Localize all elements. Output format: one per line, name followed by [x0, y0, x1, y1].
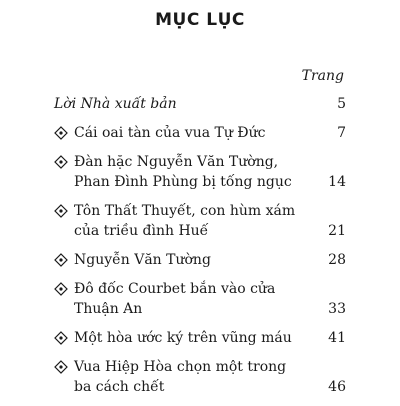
toc-entry-page: 41 — [328, 330, 346, 346]
toc-entry-page: 5 — [337, 96, 346, 112]
diamond-dot-icon — [54, 155, 68, 169]
toc-entry-title: Đàn hặc Nguyễn Văn Tường, Phan Đình Phùng bị tống ngục — [74, 154, 292, 190]
toc-entry[interactable] — [54, 94, 346, 114]
toc-entry-page: 28 — [328, 252, 346, 268]
toc-entry[interactable] — [54, 279, 346, 319]
toc-entry-page: 21 — [328, 223, 346, 239]
toc-entry-title: Lời Nhà xuất bản — [54, 96, 177, 112]
toc-entry[interactable] — [54, 328, 346, 348]
toc-entry[interactable] — [54, 357, 346, 397]
diamond-dot-icon — [54, 126, 68, 140]
toc-entry-title: Nguyễn Văn Tường — [74, 252, 211, 268]
diamond-dot-icon — [54, 331, 68, 345]
toc-entry-page: 46 — [328, 379, 346, 395]
diamond-dot-icon — [54, 253, 68, 267]
toc-entry-page: 33 — [328, 301, 346, 317]
toc-entry[interactable] — [54, 152, 346, 192]
toc-entry-title: Một hòa ước ký trên vũng máu — [74, 330, 292, 346]
toc-entry-title: Tôn Thất Thuyết, con hùm xám của triều đình Huế — [74, 203, 296, 239]
toc-entry-title: Cái oai tàn của vua Tự Đức — [74, 125, 266, 141]
diamond-dot-icon — [54, 282, 68, 296]
toc-entry-title: Vua Hiệp Hòa chọn một trong ba cách chết — [74, 359, 287, 395]
diamond-dot-icon — [54, 360, 68, 374]
toc-entry[interactable] — [54, 250, 346, 270]
toc-entry[interactable] — [54, 123, 346, 143]
toc-entry[interactable] — [54, 201, 346, 241]
toc-entry-title: Đô đốc Courbet bắn vào cửa Thuận An — [74, 281, 276, 317]
table-of-contents — [54, 94, 346, 406]
toc-entry-page: 7 — [337, 125, 346, 141]
page-column-label: Trang — [301, 68, 344, 84]
diamond-dot-icon — [54, 204, 68, 218]
page-title: MỤC LỤC — [155, 10, 245, 30]
toc-entry-page: 14 — [328, 174, 346, 190]
